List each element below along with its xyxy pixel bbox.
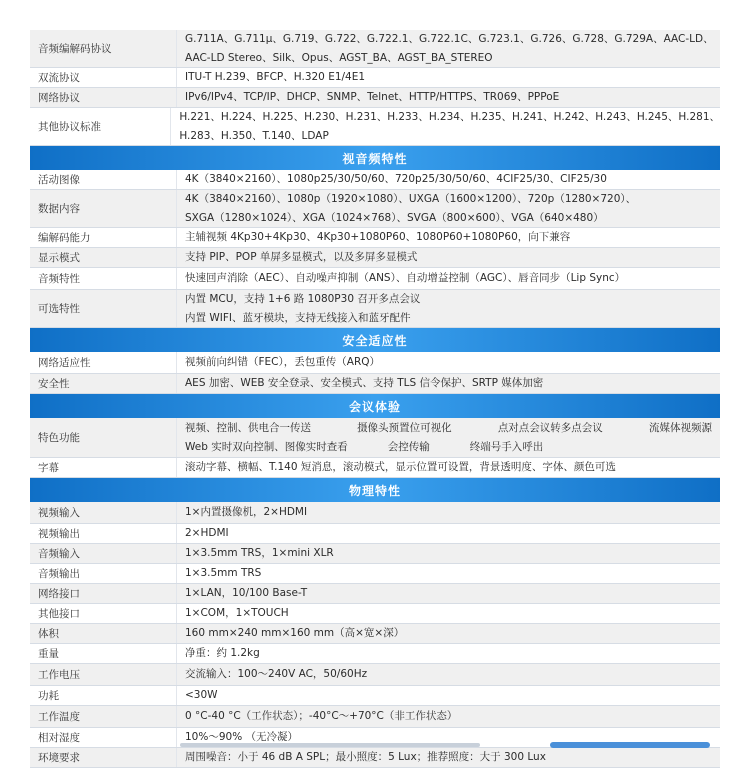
feature-item: 摄像头预置位可视化 [357,421,452,434]
spec-value [176,584,720,603]
footer-text-blur [180,743,480,747]
spec-value-line: 快速回声消除（AEC）、自动噪声抑制（ANS）、自动增益控制（AGC）、唇音同步（Lip Sync） [185,272,626,284]
meeting-rows [30,458,720,478]
spec-value [170,108,720,145]
spec-value-line: ITU-T H.239、BFCP、H.320 E1/4E1 [185,71,366,83]
section-header-security: 安全适应性 [30,328,720,352]
spec-row [30,228,720,248]
spec-value-line: 滚动字幕、横幅、T.140 短消息，滚动模式，显示位置可设置，背景透明度、字体、颜色可选 [185,461,616,473]
spec-value-line: 视频前向纠错（FEC），丢包重传（ARQ） [185,356,380,368]
spec-row [30,352,720,374]
spec-key: 可选特性 [38,303,80,315]
feature-item: 会控传输 [387,440,430,453]
spec-key: 环境要求 [38,752,80,764]
spec-key: 工作温度 [38,711,80,723]
spec-key: 网络适应性 [38,357,91,369]
spec-value-line: SXGA（1280×1024）、XGA（1024×768）、SVGA（800×600）、VGA（640×480） [185,211,604,224]
spec-value-line: 支持 PIP、POP 单屏多显模式，以及多屏多显模式 [185,251,418,263]
spec-value [176,190,720,227]
spec-row [30,584,720,604]
spec-key: 工作电压 [38,669,80,681]
spec-row [30,30,720,68]
spec-key: 双流协议 [38,72,80,84]
spec-key: 音频特性 [38,273,80,285]
spec-row [30,374,720,394]
spec-key: 数据内容 [38,203,80,215]
av-rows [30,170,720,328]
spec-value-line: 内置 WIFI、蓝牙模块，支持无线接入和蓝牙配件 [185,311,411,324]
protocol-rows [30,30,720,146]
spec-value-line: 4K（3840×2160）、1080p25/30/50/60、720p25/30/50/60、4CIF25/30、CIF25/30 [185,173,607,185]
spec-key: 音频输入 [38,548,80,560]
feature-item: 流媒体视频源 [648,421,712,434]
spec-key: 编解码能力 [38,232,91,244]
spec-value-line: IPv6/IPv4、TCP/IP、DHCP、SNMP、Telnet、HTTP/HTTPS、TR069、PPPoE [185,91,560,103]
spec-row [30,290,720,328]
spec-value-line: 1×3.5mm TRS，1×mini XLR [185,547,334,559]
spec-value-line: H.283、H.350、T.140、LDAP [179,129,329,142]
spec-row [30,664,720,686]
spec-row [30,88,720,108]
spec-value [176,458,720,477]
spec-value-line: AAC-LD Stereo、Silk、Opus、AGST_BA、AGST_BA_STEREO [185,51,493,64]
spec-row [30,706,720,728]
spec-value [176,564,720,583]
spec-row [30,686,720,706]
physical-rows [30,502,720,768]
spec-value-line: 交流输入：100～240V AC，50/60Hz [185,668,368,680]
spec-value [176,664,720,685]
spec-row [30,624,720,644]
section-header-av: 视音频特性 [30,146,720,170]
spec-value [176,624,720,643]
spec-value-line: 160 mm×240 mm×160 mm（高×宽×深） [185,627,405,639]
spec-row [30,564,720,584]
spec-key: 网络接口 [38,588,80,600]
spec-value [176,706,720,727]
spec-row [30,268,720,290]
spec-value-line: 净重：约 1.2kg [185,647,260,659]
feature-item: Web 实时双向控制、图像实时查看 [185,440,348,453]
spec-key: 重量 [38,648,59,660]
spec-key: 相对湿度 [38,732,80,744]
spec-row [30,502,720,524]
spec-value [176,268,720,289]
spec-value-line: 4K（3840×2160）、1080p（1920×1080）、UXGA（1600×1200）、720p（1280×720）、 [185,193,637,205]
spec-key: 网络协议 [38,92,80,104]
spec-key: 视频输入 [38,507,80,519]
spec-sheet [30,30,720,768]
spec-row-features [30,418,720,458]
spec-value [176,290,720,327]
spec-value-line: G.711A、G.711μ、G.719、G.722、G.722.1、G.722.1C、G.723.1、G.726、G.728、G.729A、AAC-LD、 [185,33,714,45]
spec-value [176,170,720,189]
spec-row [30,458,720,478]
spec-value [176,748,720,767]
spec-value-line: 0 °C-40 °C（工作状态）；-40°C～+70°C（非工作状态） [185,710,458,722]
spec-value [176,88,720,107]
spec-row [30,190,720,228]
spec-value-line: 1×COM，1×TOUCH [185,607,289,619]
spec-value-line: 2×HDMI [185,527,229,539]
spec-value [176,524,720,543]
spec-key: 音频编解码协议 [38,43,112,55]
spec-value [176,228,720,247]
spec-value-line: 内置 MCU，支持 1+6 路 1080P30 召开多点会议 [185,293,421,305]
spec-key: 安全性 [38,378,70,390]
security-rows [30,352,720,394]
spec-key: 活动图像 [38,174,80,186]
spec-value-line: 1×3.5mm TRS [185,567,262,579]
spec-value-line: 主辅视频 4Kp30+4Kp30、4Kp30+1080P60、1080P60+1080P60，向下兼容 [185,231,571,243]
spec-row [30,544,720,564]
spec-value [176,686,720,705]
spec-row [30,170,720,190]
spec-row [30,524,720,544]
spec-value-line: 1×LAN，10/100 Base-T [185,587,308,599]
spec-key: 字幕 [38,462,59,474]
spec-value-line: 周围噪音：小于 46 dB A SPL；最小照度：5 Lux；推荐照度：大于 300 Lux [185,751,546,763]
spec-value [176,248,720,267]
spec-value-line: AES 加密、WEB 安全登录、安全模式、支持 TLS 信令保护、SRTP 媒体加密 [185,377,544,389]
spec-value [176,604,720,623]
spec-value [176,544,720,563]
spec-key: 显示模式 [38,252,80,264]
spec-key: 其他协议标准 [38,121,101,133]
spec-key: 特色功能 [38,432,80,444]
spec-key: 体积 [38,628,59,640]
section-header-physical: 物理特性 [30,478,720,502]
spec-row [30,248,720,268]
spec-value [176,374,720,393]
spec-value-line: H.221、H.224、H.225、H.230、H.231、H.233、H.234、H.235、H.241、H.242、H.243、H.245、H.281、 [179,111,720,123]
feature-item: 点对点会议转多点会议 [497,421,603,434]
spec-value-line: 1×内置摄像机，2×HDMI [185,506,308,518]
spec-value [176,352,720,373]
spec-row [30,108,720,146]
spec-value-line: 10%～90% （无冷凝） [185,731,299,743]
footer-strip [30,740,720,750]
feature-item: 视频、控制、供电合一传送 [185,421,311,434]
spec-row [30,68,720,88]
spec-key: 其他接口 [38,608,80,620]
footer-logo [550,742,710,748]
spec-key: 音频输出 [38,568,80,580]
spec-key: 视频输出 [38,528,80,540]
spec-key: 功耗 [38,690,59,702]
section-header-meeting: 会议体验 [30,394,720,418]
feature-item: 终端号手入呼出 [469,440,544,453]
spec-row [30,748,720,768]
spec-value [176,418,720,457]
spec-row [30,644,720,664]
spec-value [176,68,720,87]
spec-row [30,604,720,624]
spec-value [176,502,720,523]
spec-value [176,30,720,67]
spec-value [176,644,720,663]
spec-value-line: <30W [185,689,218,701]
